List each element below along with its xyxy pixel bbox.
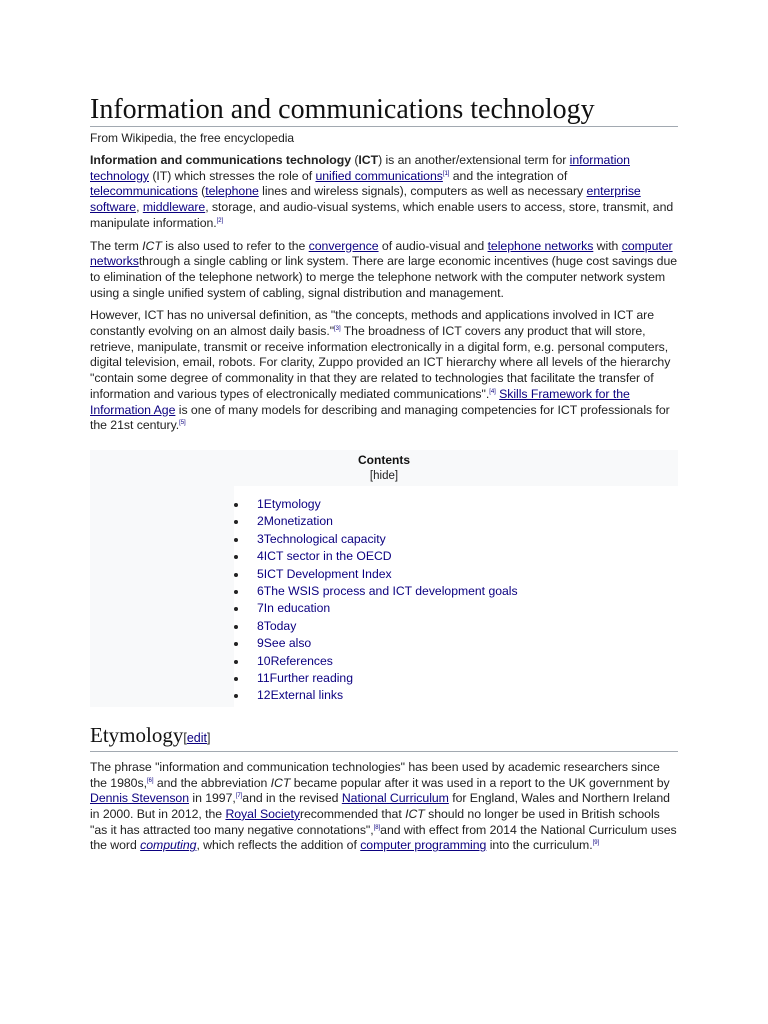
text: should no longer be used in British schools "as it has attracted too many negative connotations", bbox=[90, 806, 660, 837]
bracket: [ bbox=[183, 730, 187, 745]
text: and in the revised bbox=[242, 791, 342, 806]
toc-text: Today bbox=[263, 618, 297, 633]
bullet-icon bbox=[234, 590, 238, 594]
term-bold: Information and communications technology bbox=[90, 153, 351, 167]
toc-text: See also bbox=[263, 636, 312, 651]
page-title: Information and communications technology bbox=[90, 94, 595, 125]
table-of-contents bbox=[90, 450, 678, 707]
toc-item-11[interactable] bbox=[234, 670, 678, 687]
toc-number: 11 bbox=[257, 671, 270, 686]
intro-paragraph-3 bbox=[90, 308, 678, 434]
toc-item-12[interactable] bbox=[234, 687, 678, 704]
toc-number: 7 bbox=[257, 601, 264, 616]
citation-9[interactable]: [9] bbox=[592, 840, 600, 847]
citation-4[interactable]: [4] bbox=[489, 388, 496, 395]
bullet-icon bbox=[234, 677, 238, 681]
tagline: From Wikipedia, the free encyclopedia bbox=[90, 131, 295, 145]
toc-text: Monetization bbox=[263, 514, 333, 529]
link-dennis-stevenson[interactable]: Dennis Stevenson bbox=[90, 791, 190, 806]
citation-6[interactable]: [6] bbox=[146, 777, 154, 784]
toc-number: 2 bbox=[257, 514, 264, 529]
bullet-icon bbox=[234, 607, 238, 611]
text: recommended that bbox=[299, 806, 406, 821]
toc-text: Etymology bbox=[263, 496, 321, 511]
text: , which reflects the addition of bbox=[196, 838, 361, 853]
toc-list-container bbox=[234, 486, 678, 707]
text: ( bbox=[350, 153, 359, 167]
text: , bbox=[136, 200, 143, 215]
toc-item-1[interactable] bbox=[234, 496, 678, 513]
bullet-icon bbox=[234, 538, 238, 542]
citation-3[interactable]: [3] bbox=[334, 325, 341, 332]
toc-text: ICT sector in the OECD bbox=[263, 549, 392, 564]
text: , storage, and audio-visual systems, which enable users to access, store, transmit, and manipulate information. bbox=[90, 200, 674, 230]
link-computer-networks[interactable]: computer networks bbox=[90, 238, 673, 269]
term-italic: ICT bbox=[405, 806, 425, 821]
text: The phrase "information and communication technologies" has been used by academic researchers since the 1980s, bbox=[90, 759, 660, 790]
link-convergence[interactable]: convergence bbox=[308, 238, 379, 253]
bracket: ] bbox=[206, 730, 211, 745]
toc-header bbox=[90, 450, 678, 486]
bullet-icon bbox=[234, 503, 238, 507]
toc-item-9[interactable] bbox=[234, 635, 678, 652]
toc-number: 4 bbox=[257, 549, 264, 564]
link-enterprise-software[interactable]: enterprise software bbox=[90, 184, 641, 215]
link-computing[interactable]: computing bbox=[140, 838, 197, 853]
text: and the abbreviation bbox=[153, 775, 271, 790]
text: (IT) which stresses the role of bbox=[148, 168, 316, 183]
toc-item-6[interactable] bbox=[234, 583, 678, 600]
text: ( bbox=[197, 184, 206, 199]
bullet-icon bbox=[234, 660, 238, 664]
section-divider bbox=[90, 751, 678, 752]
toc-text: ICT Development Index bbox=[263, 566, 392, 581]
toc-number: 3 bbox=[257, 531, 264, 546]
text: lines and wireless signals), computers as well as necessary bbox=[258, 184, 587, 199]
link-telecommunications[interactable]: telecommunications bbox=[90, 184, 198, 199]
bullet-icon bbox=[234, 625, 238, 629]
toc-title: Contents bbox=[358, 452, 410, 467]
toc-number: 6 bbox=[257, 583, 264, 598]
bullet-icon bbox=[234, 694, 238, 698]
toc-text: External links bbox=[270, 688, 344, 703]
term-italic: ICT bbox=[142, 238, 162, 253]
text: with bbox=[593, 238, 622, 253]
toc-text: Technological capacity bbox=[263, 531, 386, 546]
toc-number: 10 bbox=[257, 653, 271, 668]
toc-item-4[interactable] bbox=[234, 548, 678, 565]
toc-item-5[interactable] bbox=[234, 566, 678, 583]
bullet-icon bbox=[234, 642, 238, 646]
abbr-bold: ICT bbox=[358, 153, 379, 167]
text: ) is an another/extensional term for bbox=[378, 153, 570, 167]
toc-item-8[interactable] bbox=[234, 618, 678, 635]
link-national-curriculum[interactable]: National Curriculum bbox=[341, 791, 449, 806]
edit-section bbox=[183, 731, 210, 745]
toc-text: References bbox=[270, 653, 333, 668]
text: and with effect from 2014 the National Curriculum uses the word bbox=[90, 822, 677, 853]
text: is one of many models for describing and managing competencies for ICT professionals for the 21st century. bbox=[90, 402, 670, 433]
link-royal-society[interactable]: Royal Society bbox=[225, 806, 300, 821]
link-telephone-networks[interactable]: telephone networks bbox=[487, 238, 594, 253]
section-heading-etymology bbox=[90, 723, 678, 750]
intro-paragraph-2 bbox=[90, 239, 678, 302]
intro-paragraph-1 bbox=[90, 153, 678, 232]
text: However, ICT has no universal definition, as "the concepts, methods and applications involved in ICT are constantly evolving on an almost daily basis." bbox=[90, 308, 655, 339]
toc-number: 8 bbox=[257, 618, 264, 633]
text: and the integration of bbox=[449, 168, 568, 183]
toc-number: 5 bbox=[257, 566, 264, 581]
citation-7[interactable]: [7] bbox=[235, 793, 243, 800]
toc-text: In education bbox=[263, 601, 331, 616]
link-middleware[interactable]: middleware bbox=[142, 200, 206, 215]
bullet-icon bbox=[234, 573, 238, 577]
text: The broadness of ICT covers any product that will store, retrieve, manipulate, transmit or receive information electronically in a digital form, e.g. personal computers, digital television, email, robots. For clarity, Zuppo provided an ICT hierarchy where all levels of the hierarchy "contain some degree of commonality in that they are related to technologies that facilitate the transfer of information and various types of electronically mediated communications". bbox=[90, 324, 671, 401]
citation-1[interactable]: [1] bbox=[442, 170, 450, 177]
toc-item-2[interactable] bbox=[234, 513, 678, 530]
citation-8[interactable]: [8] bbox=[373, 824, 381, 831]
toc-text: Further reading bbox=[269, 671, 353, 686]
bullet-icon bbox=[234, 555, 238, 559]
text: through a single cabling or link system. There are large economic incentives (huge cost savings due to elimination of the telephone network) to merge the telephone network with the computer network system using a single unified system of cabling, signal distribution and management. bbox=[90, 254, 678, 300]
toc-item-3[interactable] bbox=[234, 531, 678, 548]
text: became popular after it was used in a report to the UK government by bbox=[290, 775, 670, 790]
bullet-icon bbox=[234, 520, 238, 524]
link-telephone[interactable]: telephone bbox=[205, 184, 259, 199]
text: of audio-visual and bbox=[378, 238, 488, 253]
title-divider bbox=[90, 126, 678, 127]
term-italic: ICT bbox=[270, 775, 291, 790]
citation-5[interactable]: [5] bbox=[179, 420, 186, 427]
citation-2[interactable]: [2] bbox=[216, 217, 224, 224]
toc-text: The WSIS process and ICT development goals bbox=[263, 583, 518, 598]
toc-item-10[interactable] bbox=[234, 653, 678, 670]
toc-list bbox=[234, 496, 678, 705]
text: in 1997, bbox=[189, 791, 236, 806]
link-sfia[interactable]: Skills Framework for the Information Age bbox=[90, 386, 630, 417]
toc-number: 9 bbox=[257, 636, 264, 651]
text: The term bbox=[90, 238, 143, 253]
toc-hide-toggle[interactable]: [hide] bbox=[369, 469, 399, 482]
text: for England, Wales and Northern Ireland in 2000. But in 2012, the bbox=[90, 791, 670, 821]
edit-link[interactable]: edit bbox=[186, 730, 207, 745]
text: is also used to refer to the bbox=[161, 238, 309, 253]
toc-number: 12 bbox=[257, 688, 271, 703]
link-computer-programming[interactable]: computer programming bbox=[360, 838, 487, 853]
toc-number: 1 bbox=[257, 496, 264, 511]
link-information-technology[interactable]: information technology bbox=[90, 153, 630, 183]
link-unified-communications[interactable]: unified communications bbox=[315, 168, 443, 183]
text: into the curriculum. bbox=[486, 838, 593, 853]
section-title: Etymology bbox=[90, 722, 184, 747]
toc-item-7[interactable] bbox=[234, 600, 678, 617]
etymology-paragraph bbox=[90, 760, 678, 854]
